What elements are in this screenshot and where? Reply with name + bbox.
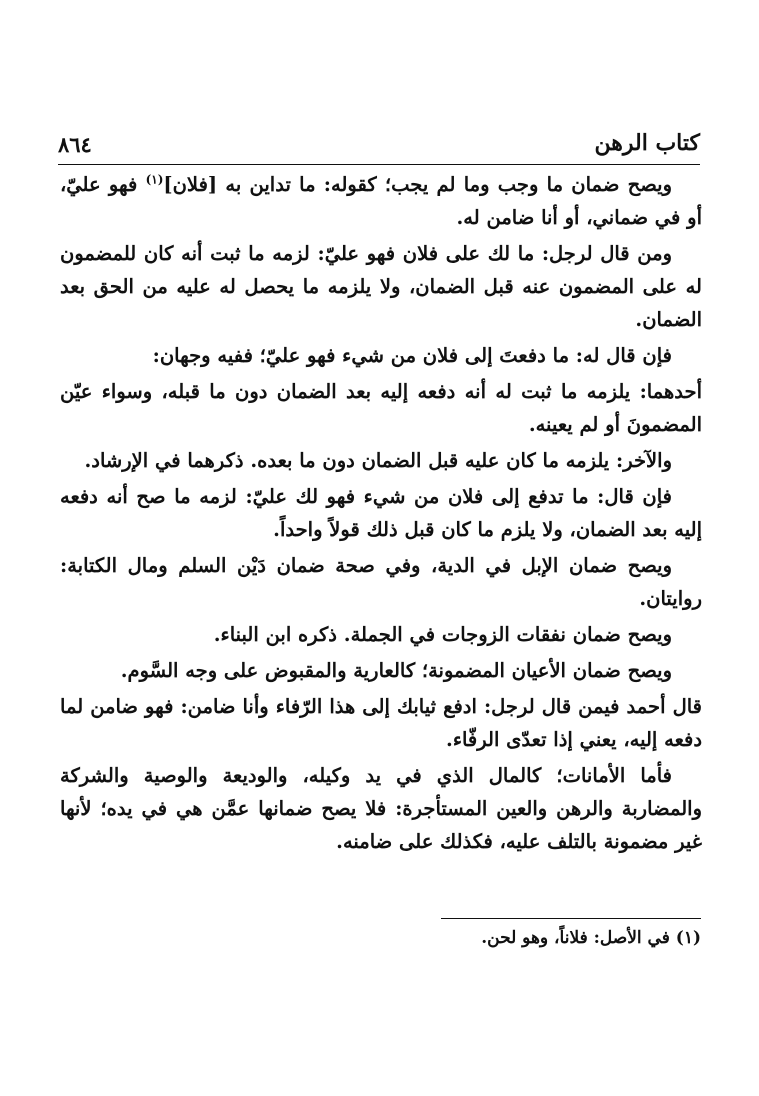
page-number: ٨٦٤ xyxy=(58,132,92,157)
paragraph: ويصح ضمان الأعيان المضمونة؛ كالعارية والمقبوض على وجه السَّوم. xyxy=(120,659,672,682)
footnote-reference: (١) xyxy=(145,172,164,187)
chapter-title: كتاب الرهن xyxy=(594,130,700,156)
paragraph: قال أحمد فيمن قال لرجل: ادفع ثيابك إلى هذا الرّفاء وأنا ضامن: فهو ضامن لما دفعه إليه، يعني إذا تعدّى الرفّاء. xyxy=(60,695,702,751)
footnote: (١) في الأصل: فلاناً، وهو لحن. xyxy=(481,928,701,948)
paragraph: فأما الأمانات؛ كالمال الذي في يد وكيله، والوديعة والوصية والشركة والمضاربة والرهن والعين المستأجرة: فلا يصح ضمانها عمَّن هي في يده؛ لأنها غير مضمونة بالتلف عليه، فكذلك على ضامنه. xyxy=(60,764,702,853)
main-text xyxy=(60,168,702,861)
paragraph: أحدهما: يلزمه ما ثبت له أنه دفعه إليه بعد الضمان دون ما قبله، وسواء عيّن المضمونَ أو لم يعينه. xyxy=(60,380,702,436)
footnote-divider xyxy=(441,918,701,919)
running-header xyxy=(58,124,700,165)
paragraph: ويصح ضمان نفقات الزوجات في الجملة. ذكره ابن البناء. xyxy=(213,623,672,646)
paragraph: ومن قال لرجل: ما لك على فلان فهو عليّ: لزمه ما ثبت أنه كان للمضمون له على المضمون عنه قبل الضمان، ولا يلزمه ما يحصل له عليه من الحق بعد الضمان. xyxy=(60,242,702,331)
paragraph: فإن قال له: ما دفعتَ إلى فلان من شيء فهو عليّ؛ ففيه وجهان: xyxy=(152,344,672,367)
paragraph: فإن قال: ما تدفع إلى فلان من شيء فهو لك عليّ: لزمه ما صح أنه دفعه إليه بعد الضمان، ولا يلزم ما كان قبل ذلك قولاً واحداً. xyxy=(60,485,702,541)
paragraph: ويصح ضمان الإبل في الدية، وفي صحة ضمان دَيْن السلم ومال الكتابة: روايتان. xyxy=(60,554,702,610)
paragraph: والآخر: يلزمه ما كان عليه قبل الضمان دون ما بعده. ذكرهما في الإرشاد. xyxy=(84,449,672,472)
paragraph: ويصح ضمان ما وجب وما لم يجب؛ كقوله: ما تداين به [فلان]$^{(١)}$ فهو عليّ، أو في ضماني، أو أنا ضامن له. xyxy=(60,172,702,229)
